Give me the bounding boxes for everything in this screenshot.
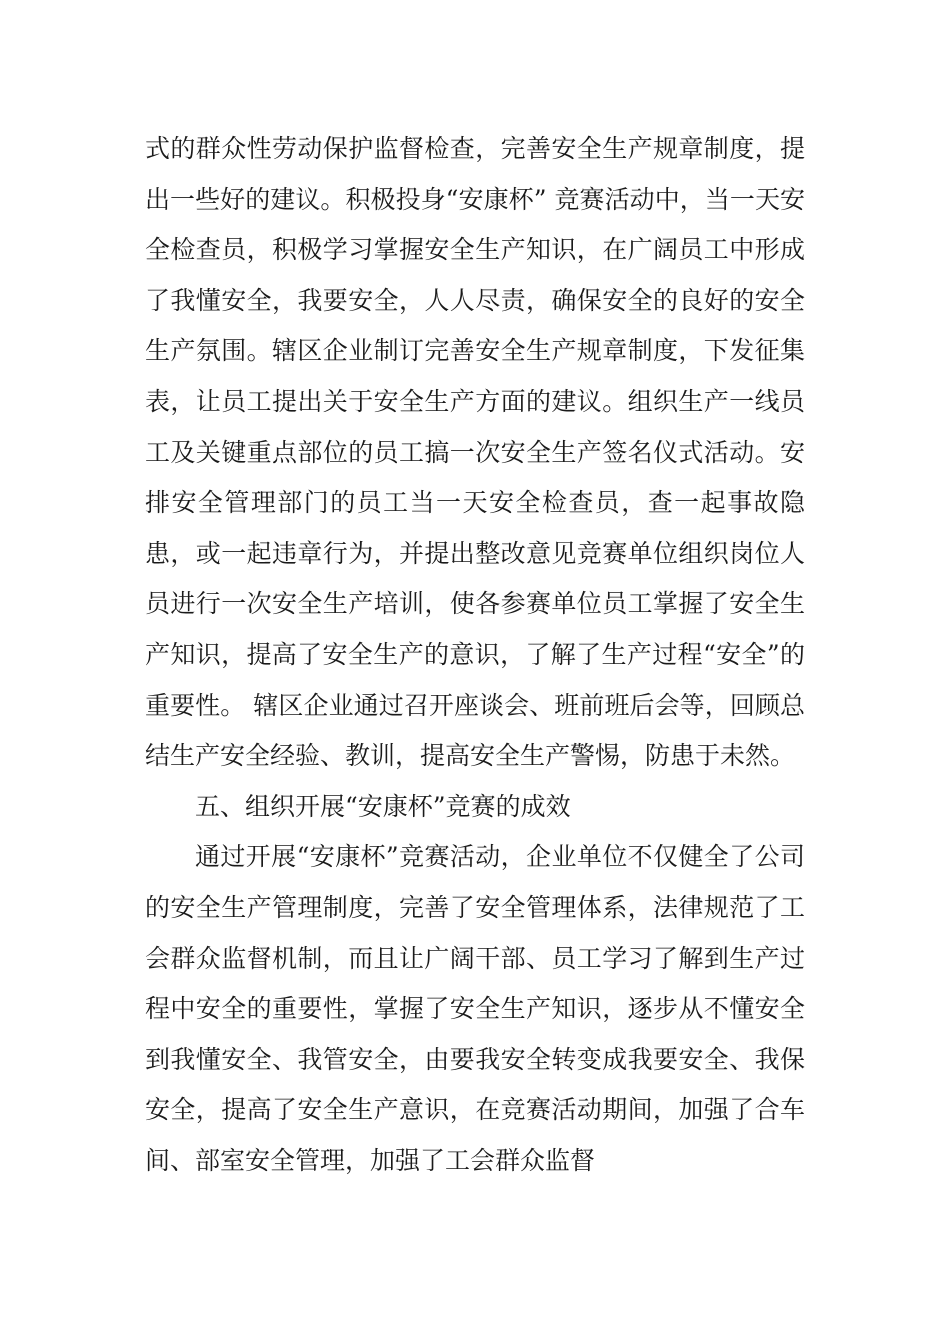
body-paragraph: 通过开展“安康杯”竞赛活动，企业单位不仅健全了公司的安全生产管理制度，完善了安全管理体系，法律规范了工会群众监督机制，而且让广阔干部、员工学习了解到生产过程中安全的重要性，掌握了安全生产知识，逐步从不懂安全到我懂安全、我管安全，由要我安全转变成我要安全、我保安全，提高了安全生产意识，在竞赛活动期间，加强了合车间、部室安全管理，加强了工会群众监督 — [145, 842, 805, 1175]
section-heading: 五、组织开展“安康杯”竞赛的成效 — [195, 791, 571, 821]
body-paragraph-continued: 式的群众性劳动保护监督检查，完善安全生产规章制度，提出一些好的建议。积极投身“安康杯” 竞赛活动中，当一天安全检查员，积极学习掌握安全生产知识，在广阔员工中形成了我懂安全，我要安全，人人尽责，确保安全的良好的安全生产氛围。辖区企业制订完善安全生产规章制度，下发征集表，让员工提出关于安全生产方面的建议。组织生产一线员工及关键重点部位的员工搞一次安全生产签名仪式活动。安排安全管理部门的员工当一天安全检查员，查一起事故隐患，或一起违章行为，并提出整改意见竞赛单位组织岗位人员进行一次安全生产培训，使各参赛单位员工掌握了安全生产知识，提高了安全生产的意识，了解了生产过程“安全”的重要性。 辖区企业通过召开座谈会、班前班后会等，回顾总结生产安全经验、教训，提高安全生产警惕，防患于未然。 — [145, 134, 805, 771]
document-body — [145, 124, 805, 1186]
